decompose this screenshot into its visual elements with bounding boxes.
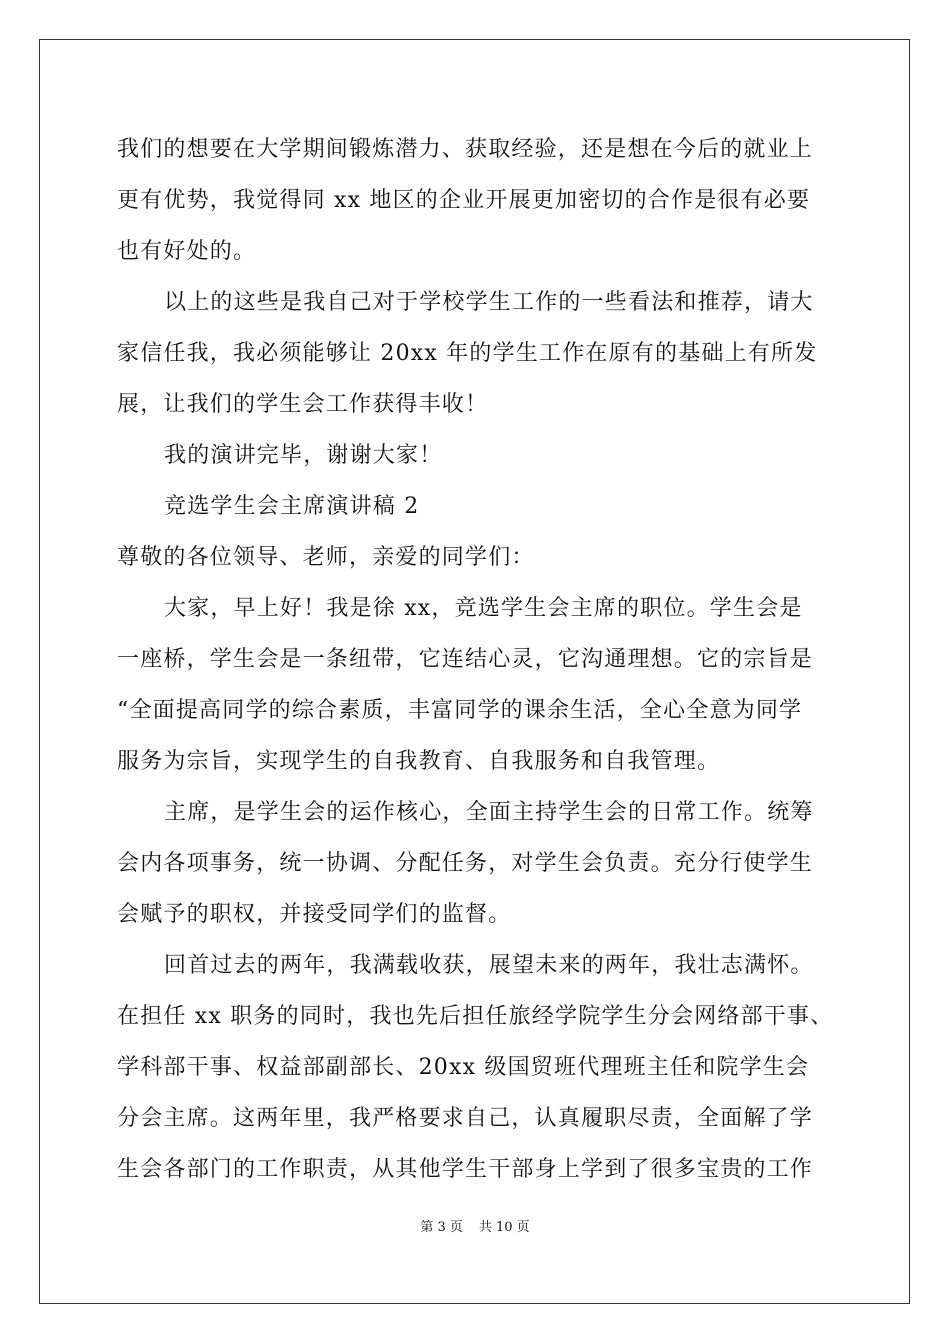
page-total: 共 10 页: [478, 1220, 530, 1235]
text-line: 回首过去的两年，我满载收获，展望未来的两年，我壮志满怀。: [164, 953, 814, 978]
text-line: 我的演讲完毕，谢谢大家！: [164, 443, 443, 468]
text-line: 展，让我们的学生会工作获得丰收！: [117, 392, 489, 417]
text-line: 会内各项事务，统一协调、分配任务，对学生会负责。充分行使学生: [117, 851, 814, 876]
salutation: 尊敬的各位领导、老师，亲爱的同学们：: [117, 545, 535, 570]
text-line: 家信任我，我必须能够让 20xx 年的学生工作在原有的基础上有所发: [117, 341, 818, 366]
document-body: [117, 124, 839, 1195]
text-line: 我们的想要在大学期间锻炼潜力、获取经验，还是想在今后的就业上: [117, 137, 814, 162]
text-line: 也有好处的。: [117, 239, 257, 264]
text-line: 会赋予的职权，并接受同学们的监督。: [117, 902, 512, 927]
page-number: 第 3 页: [420, 1220, 463, 1235]
text-line: 更有优势，我觉得同 xx 地区的企业开展更加密切的合作是很有必要: [117, 188, 811, 213]
text-line: 以上的这些是我自己对于学校学生工作的一些看法和推荐，请大: [164, 290, 814, 315]
text-line: 大家，早上好！我是徐 xx，竞选学生会主席的职位。学生会是: [164, 596, 803, 621]
text-line: 一座桥，学生会是一条纽带，它连结心灵，它沟通理想。它的宗旨是: [117, 647, 814, 672]
text-line: 生会各部门的工作职责，从其他学生干部身上学到了很多宝贵的工作: [117, 1157, 814, 1182]
text-line: 主席，是学生会的运作核心，全面主持学生会的日常工作。统筹: [164, 800, 814, 825]
text-line: 学科部干事、权益部副部长、20xx 级国贸班代理班主任和院学生会: [117, 1055, 810, 1080]
section-title: 竞选学生会主席演讲稿 2: [164, 494, 420, 519]
text-line: 分会主席。这两年里，我严格要求自己，认真履职尽责，全面解了学: [117, 1106, 814, 1131]
page-footer: [0, 1218, 950, 1238]
text-line: 服务为宗旨，实现学生的自我教育、自我服务和自我管理。: [117, 749, 721, 774]
text-line: “全面提高同学的综合素质，丰富同学的课余生活，全心全意为同学: [117, 698, 803, 723]
text-line: 在担任 xx 职务的同时，我也先后担任旅经学院学生分会网络部干事、: [117, 1004, 834, 1029]
